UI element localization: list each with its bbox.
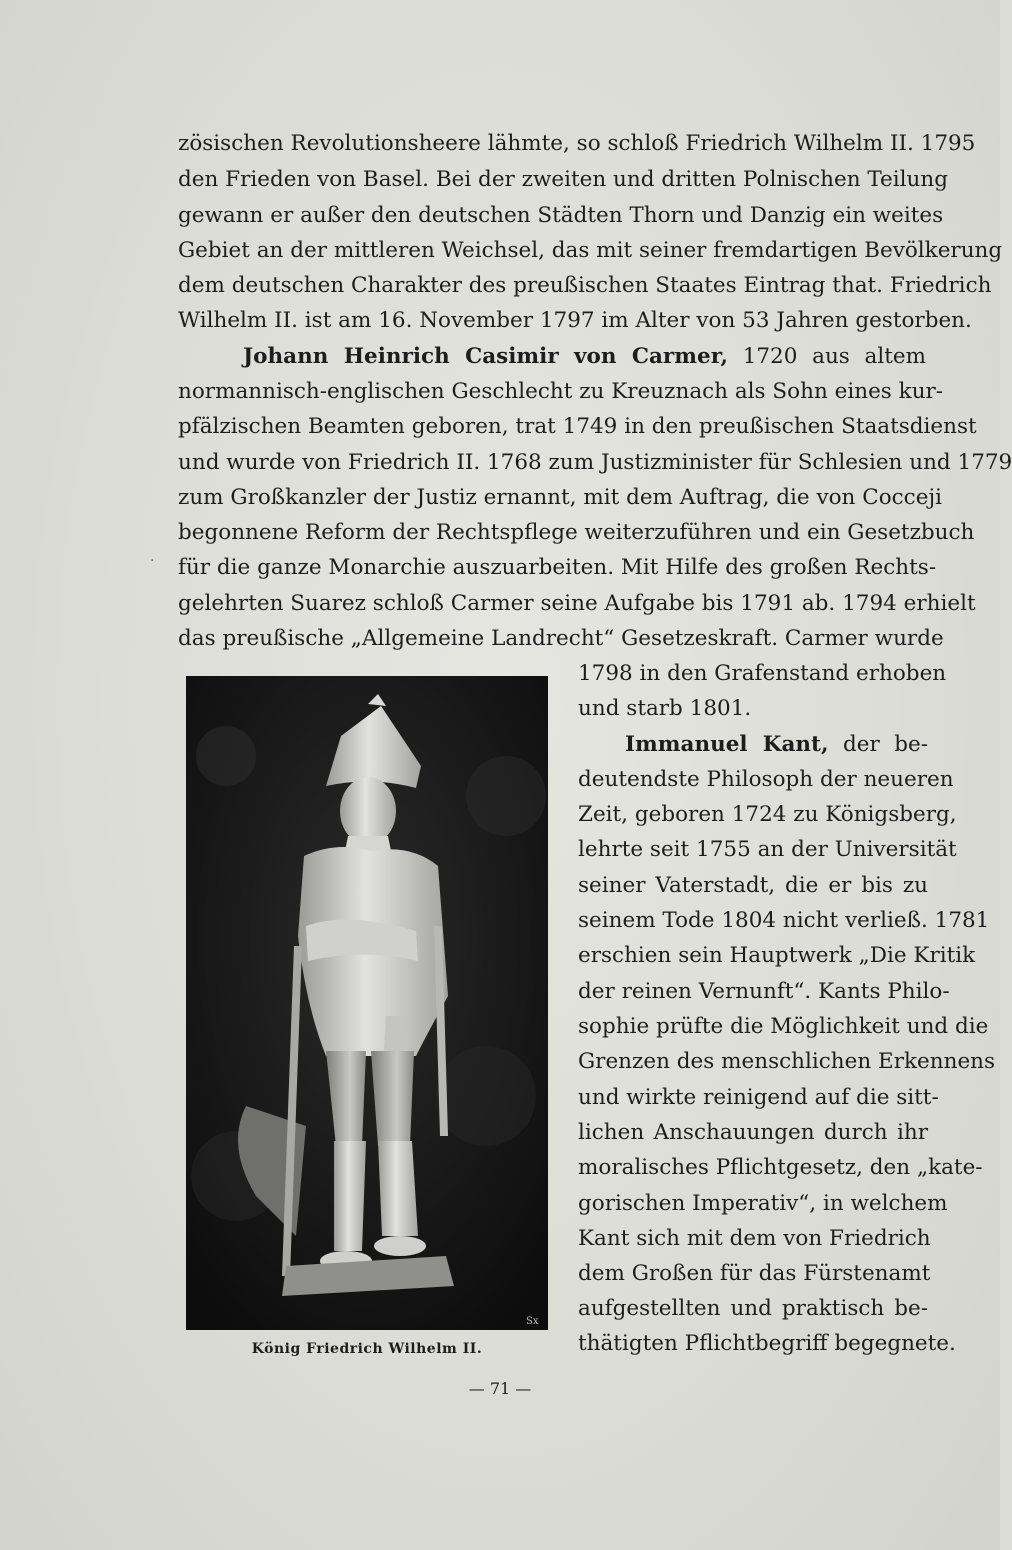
text-line: dem deutschen Charakter des preußischen Staates Eintrag that. Friedrich xyxy=(178,273,992,298)
text-line: gelehrten Suarez schloß Carmer seine Aufgabe bis 1791 ab. 1794 erhielt xyxy=(178,591,976,616)
text-line: gewann er außer den deutschen Städten Thorn und Danzig ein weites xyxy=(178,203,944,228)
text-line: Kant sich mit dem von Friedrich xyxy=(578,1226,931,1251)
paragraph-lead-line xyxy=(243,340,926,374)
text-line: das preußische „Allgemeine Landrecht“ Gesetzeskraft. Carmer wurde xyxy=(178,626,944,651)
statue-illustration xyxy=(186,676,548,1330)
text-line: erschien sein Hauptwerk „Die Kritik xyxy=(578,943,976,968)
figure-caption: König Friedrich Wilhelm II. xyxy=(251,1341,483,1357)
text-line: aufgestellten und praktisch be- xyxy=(578,1296,928,1321)
text-line: den Frieden von Basel. Bei der zweiten und dritten Polnischen Teilung xyxy=(178,167,948,192)
paragraph-lead-line xyxy=(625,728,928,762)
carmer-name: Johann Heinrich Casimir von Carmer, xyxy=(243,344,728,369)
text-line: und wirkte reinigend auf die sitt- xyxy=(578,1085,939,1110)
text-line: lichen Anschauungen durch ihr xyxy=(578,1120,928,1145)
text-line: normannisch-englischen Geschlecht zu Kreuznach als Sohn eines kur- xyxy=(178,379,944,404)
text-line: thätigten Pflichtbegriff begegnete. xyxy=(578,1331,956,1356)
text-line: gorischen Imperativ“, in welchem xyxy=(578,1191,948,1216)
page-number: — 71 — xyxy=(468,1379,532,1398)
text-line: seinem Tode 1804 nicht verließ. 1781 xyxy=(578,908,990,933)
text-line: begonnene Reform der Rechtspflege weiterzuführen und ein Gesetzbuch xyxy=(178,520,975,545)
text-line: pfälzischen Beamten geboren, trat 1749 in den preußischen Staatsdienst xyxy=(178,414,977,439)
text-line: für die ganze Monarchie auszuarbeiten. Mit Hilfe des großen Rechts- xyxy=(178,555,937,580)
artist-signature: Sx xyxy=(526,1316,539,1327)
text-line: dem Großen für das Fürstenamt xyxy=(578,1261,931,1286)
statue-photograph xyxy=(186,676,548,1330)
text-line: zum Großkanzler der Justiz ernannt, mit dem Auftrag, die von Cocceji xyxy=(178,485,942,510)
margin-mark: · xyxy=(150,553,155,569)
text-line: und wurde von Friedrich II. 1768 zum Justizminister für Schlesien und 1779 xyxy=(178,450,1012,475)
text-line: Gebiet an der mittleren Weichsel, das mit seiner fremdartigen Bevölkerung xyxy=(178,238,1003,263)
text-line: zösischen Revolutionsheere lähmte, so schloß Friedrich Wilhelm II. 1795 xyxy=(178,131,976,156)
text-line: seiner Vaterstadt, die er bis zu xyxy=(578,873,928,898)
text-line: Grenzen des menschlichen Erkennens xyxy=(578,1049,996,1074)
text-span: der be- xyxy=(842,732,929,757)
text-line: 1798 in den Grafenstand erhoben xyxy=(578,661,947,686)
text-span: 1720 aus altem xyxy=(742,344,927,369)
text-line: moralisches Pflichtgesetz, den „kate- xyxy=(578,1155,983,1180)
text-line: Wilhelm II. ist am 16. November 1797 im Alter von 53 Jahren gestorben. xyxy=(178,308,972,333)
text-line: lehrte seit 1755 an der Universität xyxy=(578,837,957,862)
text-line: der reinen Vernunft“. Kants Philo- xyxy=(578,979,950,1004)
text-line: deutendste Philosoph der neueren xyxy=(578,767,954,792)
kant-name: Immanuel Kant, xyxy=(625,732,829,757)
text-line: Zeit, geboren 1724 zu Königsberg, xyxy=(578,802,957,827)
text-line: sophie prüfte die Möglichkeit und die xyxy=(578,1014,989,1039)
text-line: und starb 1801. xyxy=(578,696,752,721)
